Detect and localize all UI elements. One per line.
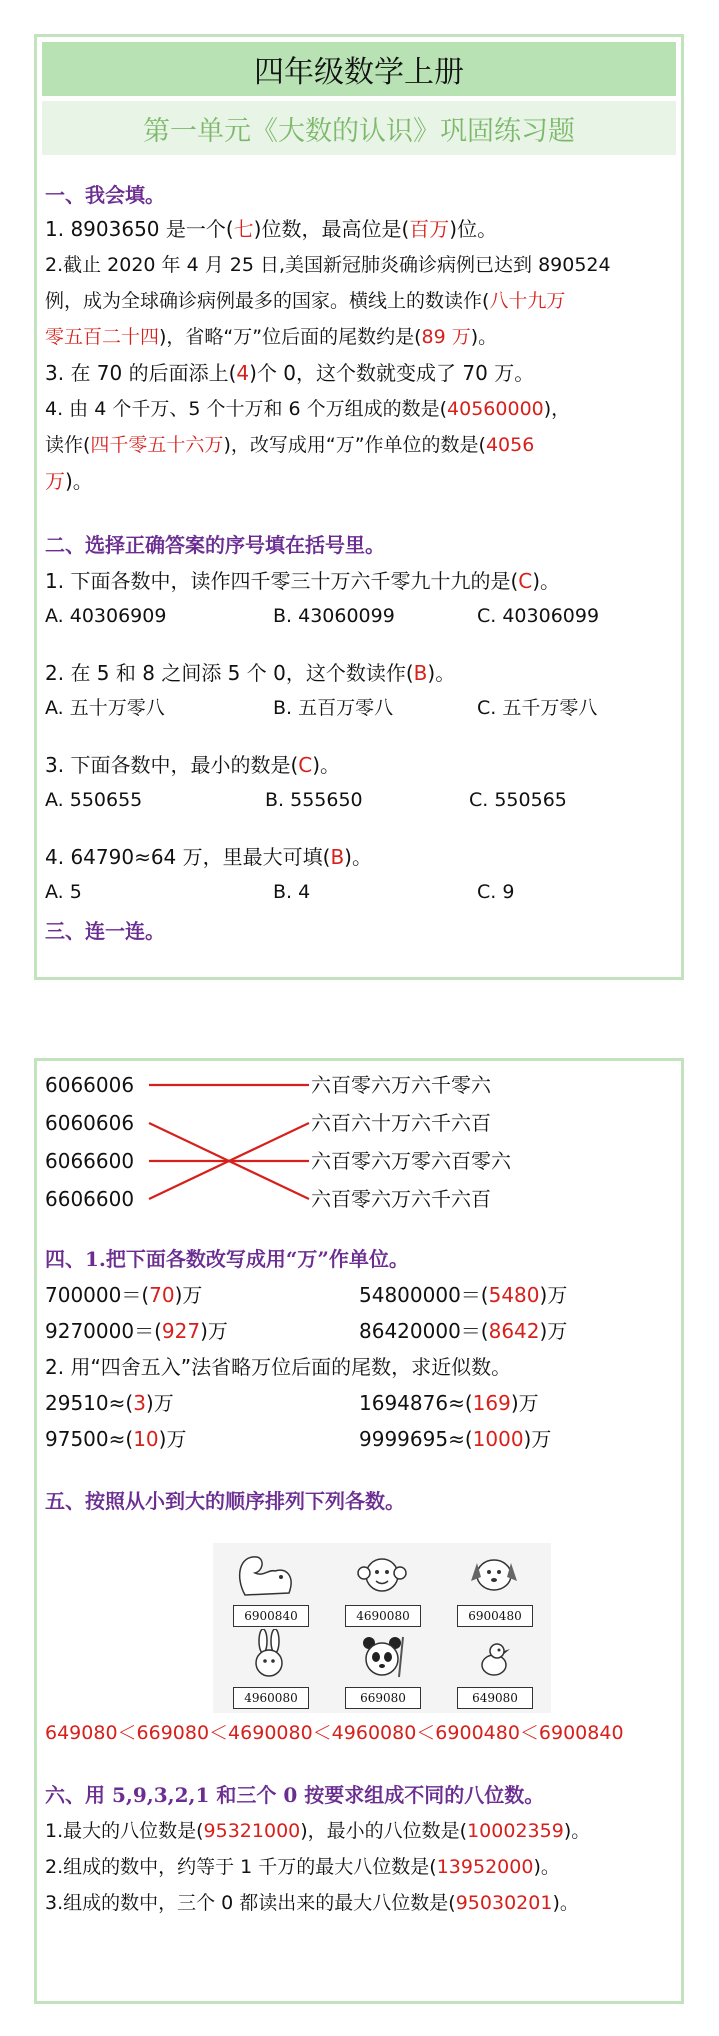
panda-icon xyxy=(337,1629,427,1681)
fill-question-4-line-3: 万)。 xyxy=(45,469,93,493)
fill-question-2-line-3: 零五百二十四)，省略“万”位后面的尾数约是(89 万)。 xyxy=(45,326,498,348)
convert-item: 9270000＝(927)万 xyxy=(45,1319,228,1343)
answer: 13952000 xyxy=(436,1856,534,1878)
choice-option: A. 5 xyxy=(45,881,82,903)
choice-question-3: 3. 下面各数中，最小的数是(C)。 xyxy=(45,753,341,777)
answer: 4056 xyxy=(485,434,535,456)
choice-option: B. 43060099 xyxy=(273,605,395,627)
dog-icon xyxy=(449,1547,539,1599)
answer: B xyxy=(413,661,428,685)
choice-option: C. 40306099 xyxy=(477,605,600,627)
answer: 八十九万 xyxy=(489,290,566,312)
answer: 5480 xyxy=(488,1283,540,1307)
match-right-item: 六百六十万六千六百 xyxy=(311,1111,491,1135)
page-subtitle: 第一单元《大数的认识》巩固练习题 xyxy=(42,101,676,155)
match-lines xyxy=(37,1061,681,1231)
digits-question-2: 2.组成的数中，约等于 1 千万的最大八位数是(13952000)。 xyxy=(45,1856,560,1878)
match-left-item: 6066006 xyxy=(45,1073,135,1097)
fill-question-1: 1. 8903650 是一个(七)位数，最高位是(百万)位。 xyxy=(45,217,498,241)
section-3-heading: 三、连一连。 xyxy=(45,919,165,943)
choice-option: A. 五十万零八 xyxy=(45,697,165,719)
answer: 927 xyxy=(161,1319,201,1343)
choice-option: A. 550655 xyxy=(45,789,143,811)
fill-question-2-line-1: 2.截止 2020 年 4 月 25 日,美国新冠肺炎确诊病例已达到 890524 xyxy=(45,254,611,276)
choice-option: C. 9 xyxy=(477,881,515,903)
convert-item: 700000＝(70)万 xyxy=(45,1283,203,1307)
approx-item: 97500≈(10)万 xyxy=(45,1427,187,1451)
fill-question-4-line-2: 读作(四千零五十六万)，改写成用“万”作单位的数是(4056 xyxy=(45,434,535,456)
fill-question-3: 3. 在 70 的后面添上(4)个 0，这个数就变成了 70 万。 xyxy=(45,361,535,385)
answer: 七 xyxy=(233,217,254,241)
answer: 10 xyxy=(133,1427,159,1451)
answer: 1000 xyxy=(472,1427,524,1451)
choice-question-2: 2. 在 5 和 8 之间添 5 个 0，这个数读作(B)。 xyxy=(45,661,456,685)
answer: B xyxy=(330,845,345,869)
bird-icon xyxy=(449,1629,539,1681)
digits-question-3: 3.组成的数中，三个 0 都读出来的最大八位数是(95030201)。 xyxy=(45,1892,579,1914)
match-right-item: 六百零六万六千零六 xyxy=(311,1073,491,1097)
answer: 89 万 xyxy=(421,326,471,348)
card-number: 4690080 xyxy=(345,1605,421,1627)
animal-card xyxy=(337,1629,427,1709)
card-number: 6900480 xyxy=(457,1605,533,1627)
answer: 万 xyxy=(45,469,65,493)
answer: 169 xyxy=(472,1391,511,1415)
fill-question-2-line-2: 例，成为全球确诊病例最多的国家。横线上的数读作(八十九万 xyxy=(45,290,566,312)
answer: 95030201 xyxy=(455,1892,553,1914)
squirrel-icon xyxy=(225,1547,315,1599)
match-left-item: 6606600 xyxy=(45,1187,135,1211)
card-number: 649080 xyxy=(457,1687,533,1709)
card-number: 6900840 xyxy=(233,1605,309,1627)
answer: 百万 xyxy=(409,217,450,241)
ordering-answer: 649080＜669080＜4690080＜4960080＜6900480＜6900840 xyxy=(45,1722,624,1744)
worksheet-card-top xyxy=(34,34,684,980)
answer: 70 xyxy=(149,1283,175,1307)
choice-option: B. 4 xyxy=(273,881,311,903)
choice-option: A. 40306909 xyxy=(45,605,167,627)
approx-instruction: 2. 用“四舍五入”法省略万位后面的尾数，求近似数。 xyxy=(45,1355,512,1379)
approx-item: 29510≈(3)万 xyxy=(45,1391,174,1415)
choice-question-4: 4. 64790≈64 万，里最大可填(B)。 xyxy=(45,845,372,869)
approx-item: 1694876≈(169)万 xyxy=(359,1391,539,1415)
animal-card xyxy=(225,1629,315,1709)
animal-card xyxy=(337,1547,427,1627)
section-5-heading: 五、按照从小到大的顺序排列下列各数。 xyxy=(45,1489,405,1513)
match-left-item: 6066600 xyxy=(45,1149,135,1173)
choice-question-1: 1. 下面各数中，读作四千零三十万六千零九十九的是(C)。 xyxy=(45,569,561,593)
match-right-item: 六百零六万六千六百 xyxy=(311,1187,491,1211)
section-2-heading: 二、选择正确答案的序号填在括号里。 xyxy=(45,533,385,557)
answer: C xyxy=(298,753,313,777)
rabbit-icon xyxy=(225,1629,315,1681)
answer: 4 xyxy=(236,361,250,385)
animal-card xyxy=(449,1547,539,1627)
choice-option: C. 五千万零八 xyxy=(477,697,598,719)
section-6-heading: 六、用 5,9,3,2,1 和三个 0 按要求组成不同的八位数。 xyxy=(45,1783,545,1807)
animal-cards-panel xyxy=(213,1543,551,1713)
convert-item: 54800000＝(5480)万 xyxy=(359,1283,568,1307)
section-4-heading: 四、1.把下面各数改写成用“万”作单位。 xyxy=(45,1247,409,1271)
choice-option: B. 五百万零八 xyxy=(273,697,394,719)
convert-item: 86420000＝(8642)万 xyxy=(359,1319,568,1343)
fill-question-4-line-1: 4. 由 4 个千万、5 个十万和 6 个万组成的数是(40560000)， xyxy=(45,398,571,420)
answer: 95321000 xyxy=(203,1820,301,1842)
answer: 3 xyxy=(133,1391,146,1415)
answer: 10002359 xyxy=(467,1820,564,1842)
animal-card xyxy=(449,1629,539,1709)
monkey-icon xyxy=(337,1547,427,1599)
match-right-item: 六百零六万零六百零六 xyxy=(311,1149,511,1173)
section-1-heading: 一、我会填。 xyxy=(45,183,165,207)
card-number: 669080 xyxy=(345,1687,421,1709)
answer: C xyxy=(518,569,533,593)
answer: 零五百二十四 xyxy=(45,326,160,348)
match-left-item: 6060606 xyxy=(45,1111,135,1135)
answer: 四千零五十六万 xyxy=(90,434,224,456)
answer: 8642 xyxy=(488,1319,540,1343)
page-title: 四年级数学上册 xyxy=(42,42,676,96)
digits-question-1: 1.最大的八位数是(95321000)，最小的八位数是(10002359)。 xyxy=(45,1820,591,1842)
worksheet-card-bottom xyxy=(34,1058,684,2004)
choice-option: B. 555650 xyxy=(265,789,363,811)
answer: 40560000 xyxy=(447,398,544,420)
card-number: 4960080 xyxy=(233,1687,309,1709)
animal-card xyxy=(225,1547,315,1627)
approx-item: 9999695≈(1000)万 xyxy=(359,1427,552,1451)
choice-option: C. 550565 xyxy=(469,789,567,811)
